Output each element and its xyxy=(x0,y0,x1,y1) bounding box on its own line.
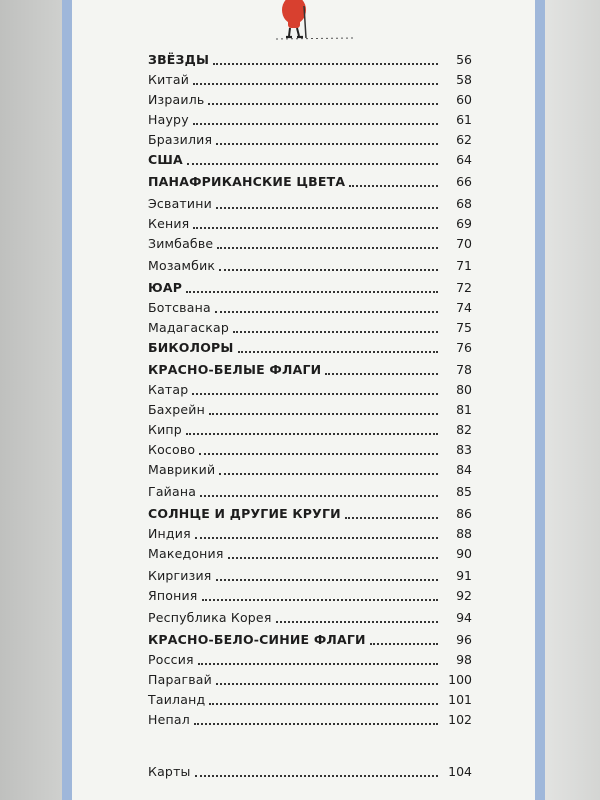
toc-page-number: 68 xyxy=(456,196,472,211)
toc-page-number: 58 xyxy=(456,72,472,87)
toc-leader-dots xyxy=(187,163,438,165)
toc-leader-dots xyxy=(345,517,438,519)
toc-entry-row xyxy=(148,564,478,584)
toc-entry-row xyxy=(148,542,478,562)
toc-entry-title: Бразилия xyxy=(148,132,213,147)
toc-entry-row xyxy=(148,688,478,708)
toc-page-number: 85 xyxy=(456,484,472,499)
toc-page-number: 60 xyxy=(456,92,472,107)
toc-entry-title: Зимбабве xyxy=(148,236,214,251)
toc-leader-dots xyxy=(216,143,438,145)
toc-section-title: США xyxy=(148,152,183,167)
toc-section-row xyxy=(148,358,478,378)
toc-leader-dots xyxy=(215,311,438,313)
toc-section-title: ПАНАФРИКАНСКИЕ ЦВЕТА xyxy=(148,174,346,189)
toc-leader-dots xyxy=(216,207,438,209)
toc-entry-title: Эсватини xyxy=(148,196,212,211)
toc-leader-dots xyxy=(200,495,438,497)
toc-page-number: 80 xyxy=(456,382,472,397)
toc-entry-title: Маврикий xyxy=(148,462,216,477)
toc-page-number: 100 xyxy=(448,672,472,687)
mascot-illustration xyxy=(270,0,360,42)
toc-entry-row xyxy=(148,296,478,316)
toc-page-number: 72 xyxy=(456,280,472,295)
toc-entry-title: Македония xyxy=(148,546,224,561)
toc-section-row xyxy=(148,336,478,356)
toc-entry-row xyxy=(148,192,478,212)
toc-page-number: 64 xyxy=(456,152,472,167)
toc-entry-title: Республика Корея xyxy=(148,610,272,625)
toc-entry-row xyxy=(148,88,478,108)
toc-page-number: 81 xyxy=(456,402,472,417)
toc-section-title: СОЛНЦЕ И ДРУГИЕ КРУГИ xyxy=(148,506,341,521)
toc-entry-row xyxy=(148,606,478,626)
toc-page-number: 101 xyxy=(448,692,472,707)
toc-leader-dots xyxy=(228,557,438,559)
right-background xyxy=(545,0,600,800)
toc-leader-dots xyxy=(195,537,438,539)
toc-entry-row xyxy=(148,316,478,336)
mascot-legs xyxy=(289,28,299,36)
toc-leader-dots xyxy=(238,351,438,353)
toc-page-number: 61 xyxy=(456,112,472,127)
toc-entry-row xyxy=(148,522,478,542)
toc-section-row xyxy=(148,170,478,190)
toc-page-number: 83 xyxy=(456,442,472,457)
toc-section-row xyxy=(148,148,478,168)
toc-entry-title: Гайана xyxy=(148,484,197,499)
toc-page-number: 76 xyxy=(456,340,472,355)
toc-entry-title: Киргизия xyxy=(148,568,212,583)
toc-leader-dots xyxy=(193,123,438,125)
left-page-edge xyxy=(0,0,62,800)
toc-entry-row xyxy=(148,68,478,88)
toc-section-row xyxy=(148,502,478,522)
toc-page-number: 92 xyxy=(456,588,472,603)
toc-page-number: 75 xyxy=(456,320,472,335)
toc-leader-dots xyxy=(209,413,438,415)
toc-entry-row xyxy=(148,708,478,728)
toc-page-number: 91 xyxy=(456,568,472,583)
toc-leader-dots xyxy=(370,643,438,645)
toc-entry-row xyxy=(148,418,478,438)
toc-page-number: 70 xyxy=(456,236,472,251)
toc-page-number: 71 xyxy=(456,258,472,273)
toc-entry-row xyxy=(148,232,478,252)
toc-entry-title: Япония xyxy=(148,588,198,603)
toc-leader-dots xyxy=(193,227,438,229)
toc-entry-row xyxy=(148,108,478,128)
toc-leader-dots xyxy=(213,63,438,65)
toc-entry-title: Китай xyxy=(148,72,190,87)
toc-leader-dots xyxy=(349,185,438,187)
toc-entry-title: Кипр xyxy=(148,422,182,437)
toc-page-number: 102 xyxy=(448,712,472,727)
toc-page-number: 104 xyxy=(448,764,472,779)
toc-entry-row xyxy=(148,212,478,232)
toc-leader-dots xyxy=(198,663,438,665)
toc-leader-dots xyxy=(208,103,438,105)
toc-leader-dots xyxy=(325,373,438,375)
toc-entry-title: Индия xyxy=(148,526,191,541)
mascot-coat xyxy=(288,18,300,28)
toc-leader-dots xyxy=(186,433,438,435)
toc-entry-title: Мадагаскар xyxy=(148,320,229,335)
toc-section-row xyxy=(148,276,478,296)
toc-page-number: 74 xyxy=(456,300,472,315)
toc-entry-row xyxy=(148,458,478,478)
toc-section-row xyxy=(148,48,478,68)
toc-leader-dots xyxy=(276,621,438,623)
toc-entry-title: Израиль xyxy=(148,92,205,107)
toc-leader-dots xyxy=(219,473,438,475)
toc-page-number: 82 xyxy=(456,422,472,437)
toc-page-number: 86 xyxy=(456,506,472,521)
toc-entry-title: Непал xyxy=(148,712,190,727)
toc-section-title: КРАСНО-БЕЛЫЕ ФЛАГИ xyxy=(148,362,322,377)
toc-page-number: 94 xyxy=(456,610,472,625)
toc-leader-dots xyxy=(186,291,438,293)
toc-leader-dots xyxy=(233,331,438,333)
toc-page-number: 98 xyxy=(456,652,472,667)
toc-section-title: БИКОЛОРЫ xyxy=(148,340,234,355)
toc-entry-title: Парагвай xyxy=(148,672,212,687)
toc-page-number: 69 xyxy=(456,216,472,231)
toc-entry-title: Кения xyxy=(148,216,190,231)
toc-entry-row xyxy=(148,648,478,668)
toc-leader-dots xyxy=(219,269,438,271)
toc-leader-dots xyxy=(209,703,438,705)
toc-section-title: ЮАР xyxy=(148,280,183,295)
toc-page-number: 66 xyxy=(456,174,472,189)
toc-page-number: 88 xyxy=(456,526,472,541)
mascot-ground xyxy=(276,38,354,39)
toc-page-number: 62 xyxy=(456,132,472,147)
toc-leader-dots xyxy=(192,393,438,395)
toc-entry-title: Косово xyxy=(148,442,196,457)
toc-entry-row xyxy=(148,480,478,500)
toc-entry-row xyxy=(148,760,478,780)
toc-entry-title: Бахрейн xyxy=(148,402,205,417)
toc-entry-row xyxy=(148,584,478,604)
toc-section-row xyxy=(148,628,478,648)
toc-section-title: КРАСНО-БЕЛО-СИНИЕ ФЛАГИ xyxy=(148,632,366,647)
toc-entry-row xyxy=(148,378,478,398)
toc-entry-row xyxy=(148,438,478,458)
toc-entry-row xyxy=(148,128,478,148)
toc-page-number: 84 xyxy=(456,462,472,477)
toc-leader-dots xyxy=(194,723,438,725)
toc-entry-title: Науру xyxy=(148,112,189,127)
toc-section-title: ЗВЁЗДЫ xyxy=(148,52,210,67)
toc-leader-dots xyxy=(202,599,438,601)
toc-page-number: 56 xyxy=(456,52,472,67)
toc-leader-dots xyxy=(195,775,438,777)
toc-entry-title: Мозамбик xyxy=(148,258,216,273)
toc-entry-title: Таиланд xyxy=(148,692,206,707)
toc-leader-dots xyxy=(199,453,438,455)
toc-leader-dots xyxy=(216,683,438,685)
toc-page-number: 90 xyxy=(456,546,472,561)
toc-entry-row xyxy=(148,398,478,418)
toc-entry-title: Карты xyxy=(148,764,191,779)
toc-page-number: 78 xyxy=(456,362,472,377)
toc-leader-dots xyxy=(193,83,438,85)
toc-leader-dots xyxy=(216,579,438,581)
toc-entry-row xyxy=(148,254,478,274)
toc-entry-title: Ботсвана xyxy=(148,300,211,315)
toc-leader-dots xyxy=(217,247,438,249)
toc-page-number: 96 xyxy=(456,632,472,647)
toc-entry-title: Россия xyxy=(148,652,194,667)
toc-entry-row xyxy=(148,668,478,688)
toc-entry-title: Катар xyxy=(148,382,189,397)
